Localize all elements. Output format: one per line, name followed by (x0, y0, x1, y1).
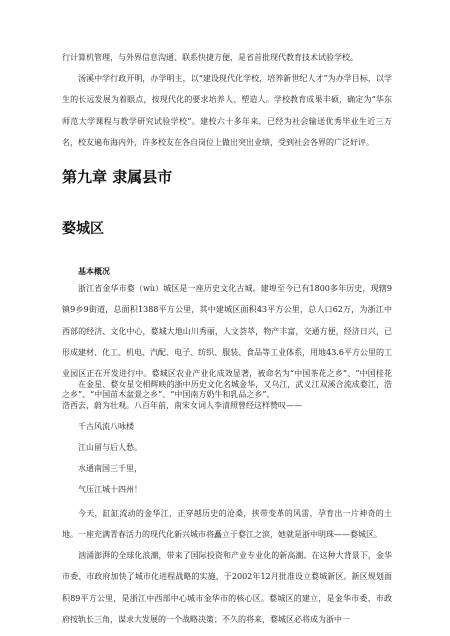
poem-line-2: 江山留与后人愁。 (78, 443, 142, 452)
body-paragraph-4: 汹涌澎湃的全球化浪潮，带来了国际投资和产业专业化的新高潮。在这种大背景下，金华市委、市政府加快了城市化进程战略的实施，于2002年12月批准设立婺城新区。新区规划面积89平方公里，是浙江中西部中心城市金华市的核心区。婺城区的建立，是金华市委、市政府按轨长三角，谋求大发展的一个战略决策；不久的将来，婺城区必将成为浙中一 (62, 551, 392, 624)
poem-line-1: 千古风流八咏楼 (78, 422, 134, 431)
intro-paragraph: 汤溪中学行政开明，办学明主，以“建设现代化学校，培养新世纪人才”为办学目标，以学生的长远发展为着眼点，按现代化的要求培养人、塑造人。学校教育成果丰硕，确定为“华东师范大学课程与教学研究试验学校”。建校六十多年来，已经为社会输送优秀毕业生近三万名，校友遍布海内外，许多校友在各自岗位上做出突出业绩，受到社会各界的广泛好评。 (62, 74, 392, 147)
poem-line-4: 气压江城十四州！ (78, 485, 142, 494)
body-paragraph-1: 浙江省金华市婺（wù）城区是一座历史文化古城。建埠至今已有1800多年历史，现辖9镇9乡9街道，总面积1388平方公里，其中建城区面积43平方公里，总人口62万，为浙江中西部的经济、文化中心，婺城大地山川秀丽，人文荟萃，物产丰富，交通方便，经济日兴，已形成建材、化工、机电、汽配、电子、纺织、服装、食品等工业体系，用地43.6平方公里的工业园区正在开发进行中。婺城区农业产业化成效显著，被命名为“中国茶花之乡”、“中国桂花之乡”、“中国苗木盆景之乡”、“中国南方奶牛和乳品之乡”。 (62, 284, 392, 400)
section-title: 婺城区 (62, 221, 104, 237)
subsection-title: 基本概况 (78, 267, 110, 276)
chapter-title: 第九章 隶属县市 (62, 168, 173, 186)
body-paragraph-2: 在金星、婺女星交相辉映的浙中历史文化名城金华，又乌江，武义江双溪合流成婺江，浩浩西去，蔚为壮观。八百年前，南宋女词人李清照曾经这样赞叹—— (62, 380, 392, 411)
body-paragraph-3: 今天，缸缸流动的金华江，正穿越历史的沧桑，挟带变革的风雷，孕育出一片神奇的土地。一座充满青春活力的现代化新兴城市将矗立于婺江之滨，她就是浙中明珠——婺城区。 (62, 509, 392, 540)
poem-line-3: 水通南国三千里， (78, 464, 142, 473)
intro-paragraph-tail: 行计算机管理，与外界信息沟通、联系快捷方便，是省首批现代教育技术试验学校。 (62, 53, 358, 62)
